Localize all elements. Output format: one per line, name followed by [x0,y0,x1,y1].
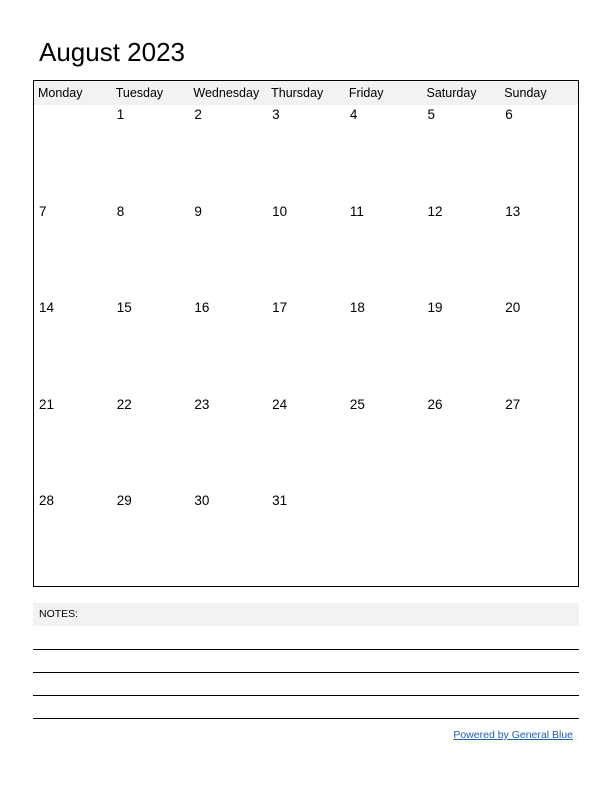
day-cell [423,491,501,588]
day-number: 30 [194,493,210,508]
day-cell [34,298,112,395]
day-number: 28 [39,493,55,508]
day-cell [112,491,190,588]
day-number: 6 [505,107,513,122]
weekday-label-wednesday: Wednesday [193,86,260,100]
day-cell [189,395,267,492]
calendar-weeks [34,105,578,588]
day-cell [112,105,190,202]
day-number: 20 [505,300,521,315]
day-cell [345,202,423,299]
day-number: 14 [39,300,55,315]
day-number: 5 [427,107,436,122]
day-number: 12 [427,203,443,219]
week-row [34,202,578,299]
day-cell [267,491,345,588]
day-cell [189,105,267,202]
day-cell [500,298,578,395]
notes-line [33,695,579,696]
day-cell [267,395,345,492]
day-cell [112,395,190,492]
calendar-grid [33,80,579,587]
day-cell [34,491,112,588]
day-cell [189,491,267,588]
day-number: 4 [349,107,358,122]
day-cell [34,395,112,492]
week-row [34,105,578,202]
day-number: 13 [505,203,521,219]
weekday-label-saturday: Saturday [426,86,477,100]
day-number: 7 [39,203,47,219]
day-cell [423,202,501,299]
weekday-label-tuesday: Tuesday [115,86,164,100]
day-cell [345,105,423,202]
day-number: 24 [272,396,288,412]
day-cell [189,298,267,395]
day-number: 31 [272,493,288,508]
day-number: 25 [349,396,365,412]
day-number: 9 [194,203,202,219]
day-cell [112,298,190,395]
day-number: 8 [116,203,125,219]
weekday-header [34,81,578,105]
weekday-label-sunday: Sunday [504,86,547,100]
notes-header: NOTES: [33,603,579,626]
week-row [34,395,578,492]
day-cell [423,105,501,202]
day-number: 2 [194,107,202,122]
day-number: 23 [194,396,210,412]
day-cell [500,105,578,202]
day-cell [500,395,578,492]
day-cell [345,491,423,588]
day-cell [423,298,501,395]
day-number: 10 [272,203,288,219]
day-cell [267,202,345,299]
day-number: 18 [349,300,365,315]
notes-line [33,718,579,719]
day-cell [189,202,267,299]
day-number: 29 [116,493,132,508]
day-cell [267,298,345,395]
notes-line [33,649,579,650]
day-number: 1 [116,107,125,122]
day-number: 15 [116,300,132,315]
weekday-label-monday: Monday [38,86,83,100]
day-cell [500,202,578,299]
page-title: August 2023 [39,37,186,67]
day-number: 22 [116,396,132,412]
notes-line [33,672,579,673]
day-cell [267,105,345,202]
day-cell [34,105,112,202]
day-number: 26 [427,396,443,412]
day-cell [423,395,501,492]
day-number: 3 [272,107,280,122]
day-number: 19 [427,300,443,315]
powered-by-link[interactable]: Powered by General Blue [453,729,573,741]
day-number: 11 [349,203,364,219]
day-number: 21 [39,396,55,412]
weekday-label-friday: Friday [348,86,384,100]
day-number: 27 [505,396,521,412]
weekday-label-thursday: Thursday [271,86,324,100]
week-row [34,298,578,395]
day-cell [112,202,190,299]
day-cell [345,298,423,395]
day-cell [500,491,578,588]
day-cell [345,395,423,492]
day-number: 17 [272,300,288,315]
week-row [34,491,578,588]
day-number: 16 [194,300,210,315]
day-cell [34,202,112,299]
